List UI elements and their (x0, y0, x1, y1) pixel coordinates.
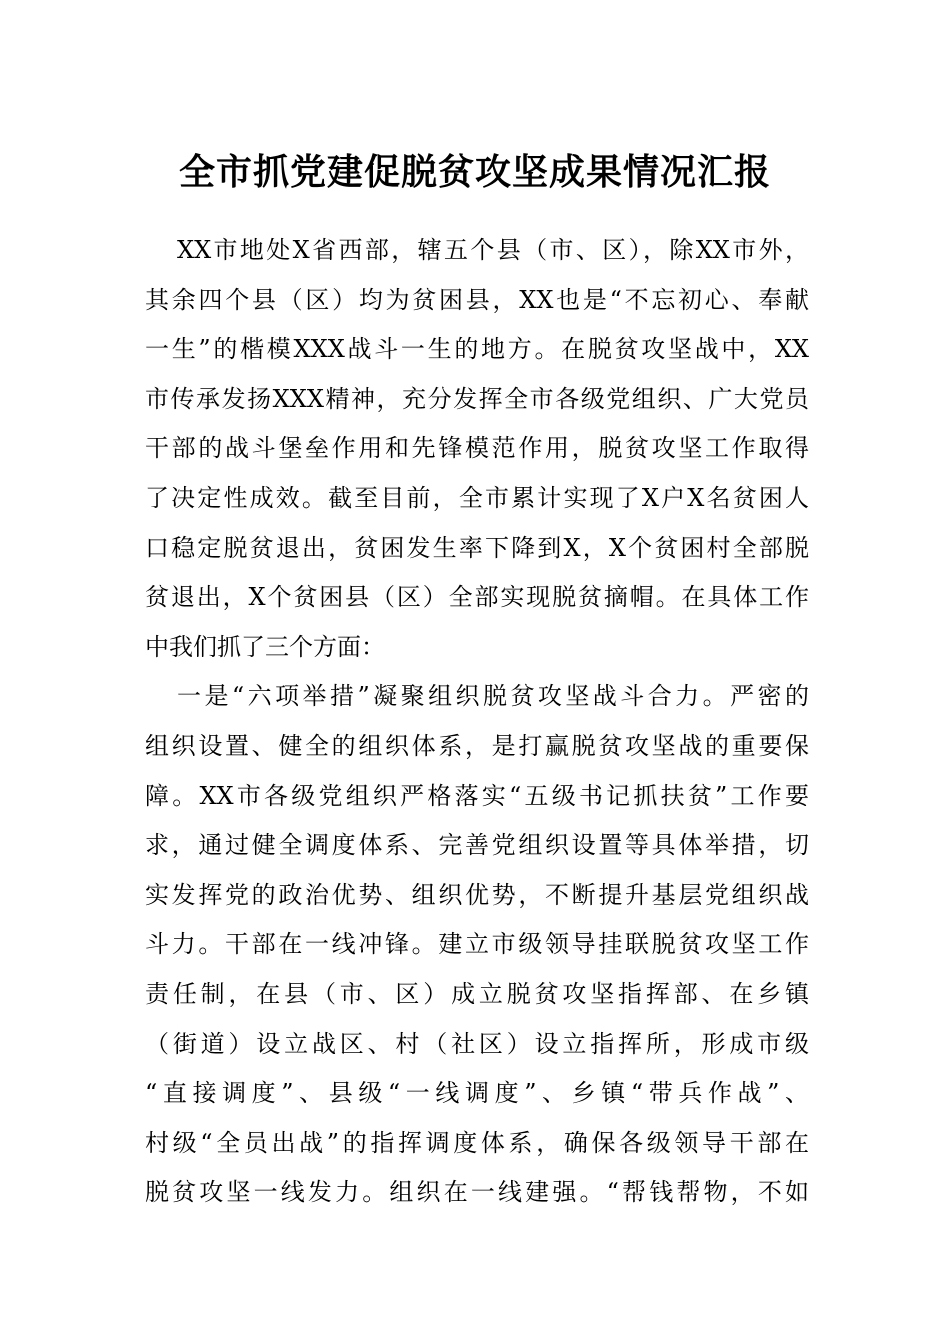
paragraph-line: 村级“全员出战”的指挥调度体系，确保各级领导干部在 (145, 1128, 809, 1157)
paragraph-line: 口稳定脱贫退出，贫困发生率下降到X，X个贫困村全部脱 (145, 533, 809, 562)
paragraph-line: 脱贫攻坚一线发力。组织在一线建强。“帮钱帮物，不如 (145, 1178, 809, 1207)
paragraph-line: （街道）设立战区、村（社区）设立指挥所，形成市级 (145, 1029, 809, 1058)
paragraph-line: 求，通过健全调度体系、完善党组织设置等具体举措，切 (145, 831, 809, 860)
paragraph-line: “直接调度”、县级“一线调度”、乡镇“带兵作战”、 (145, 1079, 809, 1108)
document-body (145, 226, 809, 1218)
paragraph-line: 实发挥党的政治优势、组织优势，不断提升基层党组织战 (145, 880, 809, 909)
paragraph-line: 市传承发扬XXX精神，充分发挥全市各级党组织、广大党员 (145, 384, 809, 413)
document-title: 全市抓党建促脱贫攻坚成果情况汇报 (178, 151, 771, 193)
paragraph-line: XX市地处X省西部，辖五个县（市、区），除XX市外， (177, 236, 809, 264)
paragraph-line: 了决定性成效。截至目前，全市累计实现了X户X名贫困人 (145, 483, 809, 512)
paragraph-line: 其余四个县（区）均为贫困县，XX也是“不忘初心、奉献 (145, 285, 809, 314)
paragraph-line: 一是“六项举措”凝聚组织脱贫攻坚战斗合力。严密的 (177, 682, 809, 711)
paragraph-line: 一生”的楷模XXX战斗一生的地方。在脱贫攻坚战中，XX (145, 335, 809, 364)
paragraph-line: 贫退出，X个贫困县（区）全部实现脱贫摘帽。在具体工作 (145, 583, 809, 612)
paragraph-line: 斗力。干部在一线冲锋。建立市级领导挂联脱贫攻坚工作 (145, 930, 809, 959)
paragraph-line: 组织设置、健全的组织体系，是打赢脱贫攻坚战的重要保 (145, 731, 809, 760)
paragraph-line: 责任制，在县（市、区）成立脱贫攻坚指挥部、在乡镇 (145, 979, 809, 1008)
paragraph-line: 障。XX市各级党组织严格落实“五级书记抓扶贫”工作要 (145, 781, 809, 810)
paragraph-line: 中我们抓了三个方面： (145, 632, 385, 661)
paragraph-line: 干部的战斗堡垒作用和先锋模范作用，脱贫攻坚工作取得 (145, 434, 809, 463)
